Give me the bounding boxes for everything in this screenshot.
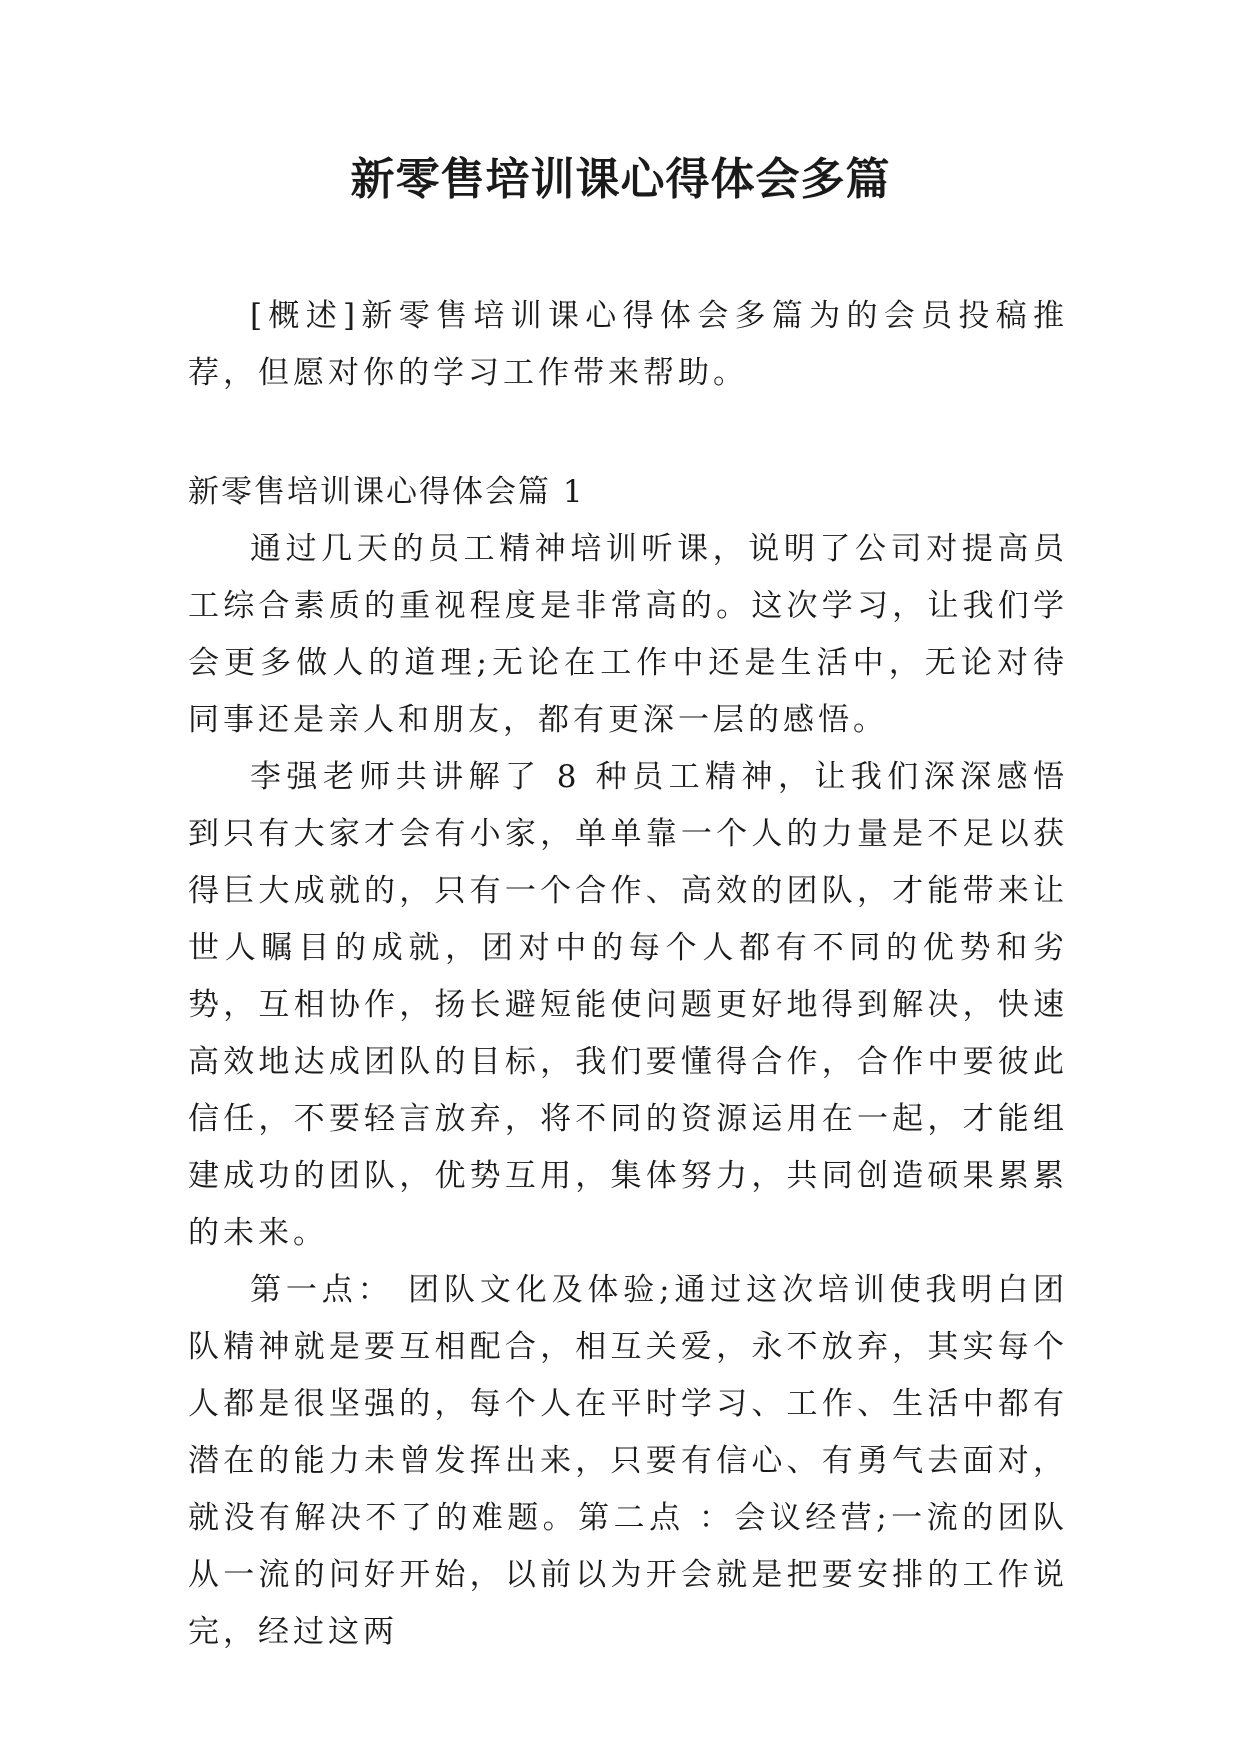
body-paragraph: 通过几天的员工精神培训听课，说明了公司对提高员工综合素质的重视程度是非常高的。这次学习，让我们学会更多做人的道理;无论在工作中还是生活中，无论对待同事还是亲人和朋友，都有更深一层的感悟。	[188, 531, 1068, 738]
document-title: 新零售培训课心得体会多篇	[350, 154, 891, 205]
section-heading: 新零售培训课心得体会篇 1	[188, 474, 585, 510]
document-body	[188, 288, 1068, 1661]
summary-paragraph: [概述]新零售培训课心得体会多篇为的会员投稿推荐，但愿对你的学习工作带来帮助。	[188, 298, 1068, 391]
body-paragraph: 李强老师共讲解了 8 种员工精神，让我们深深感悟到只有大家才会有小家，单单靠一个人的力量是不足以获得巨大成就的，只有一个合作、高效的团队，才能带来让世人瞩目的成就，团对中的每个人都有不同的优势和劣势，互相协作，扬长避短能使问题更好地得到解决，快速高效地达成团队的目标，我们要懂得合作，合作中要彼此信任，不要轻言放弃，将不同的资源运用在一起，才能组建成功的团队，优势互用，集体努力，共同创造硕果累累的未来。	[188, 759, 1068, 1251]
body-paragraph: 第一点： 团队文化及体验;通过这次培训使我明白团队精神就是要互相配合，相互关爱，永不放弃，其实每个人都是很坚强的，每个人在平时学习、工作、生活中都有潜在的能力未曾发挥出来，只要有信心、有勇气去面对，就没有解决不了的难题。第二点 ：会议经营;一流的团队从一流的问好开始，以前以为开会就是把要安排的工作说完，经过这两	[188, 1272, 1068, 1650]
